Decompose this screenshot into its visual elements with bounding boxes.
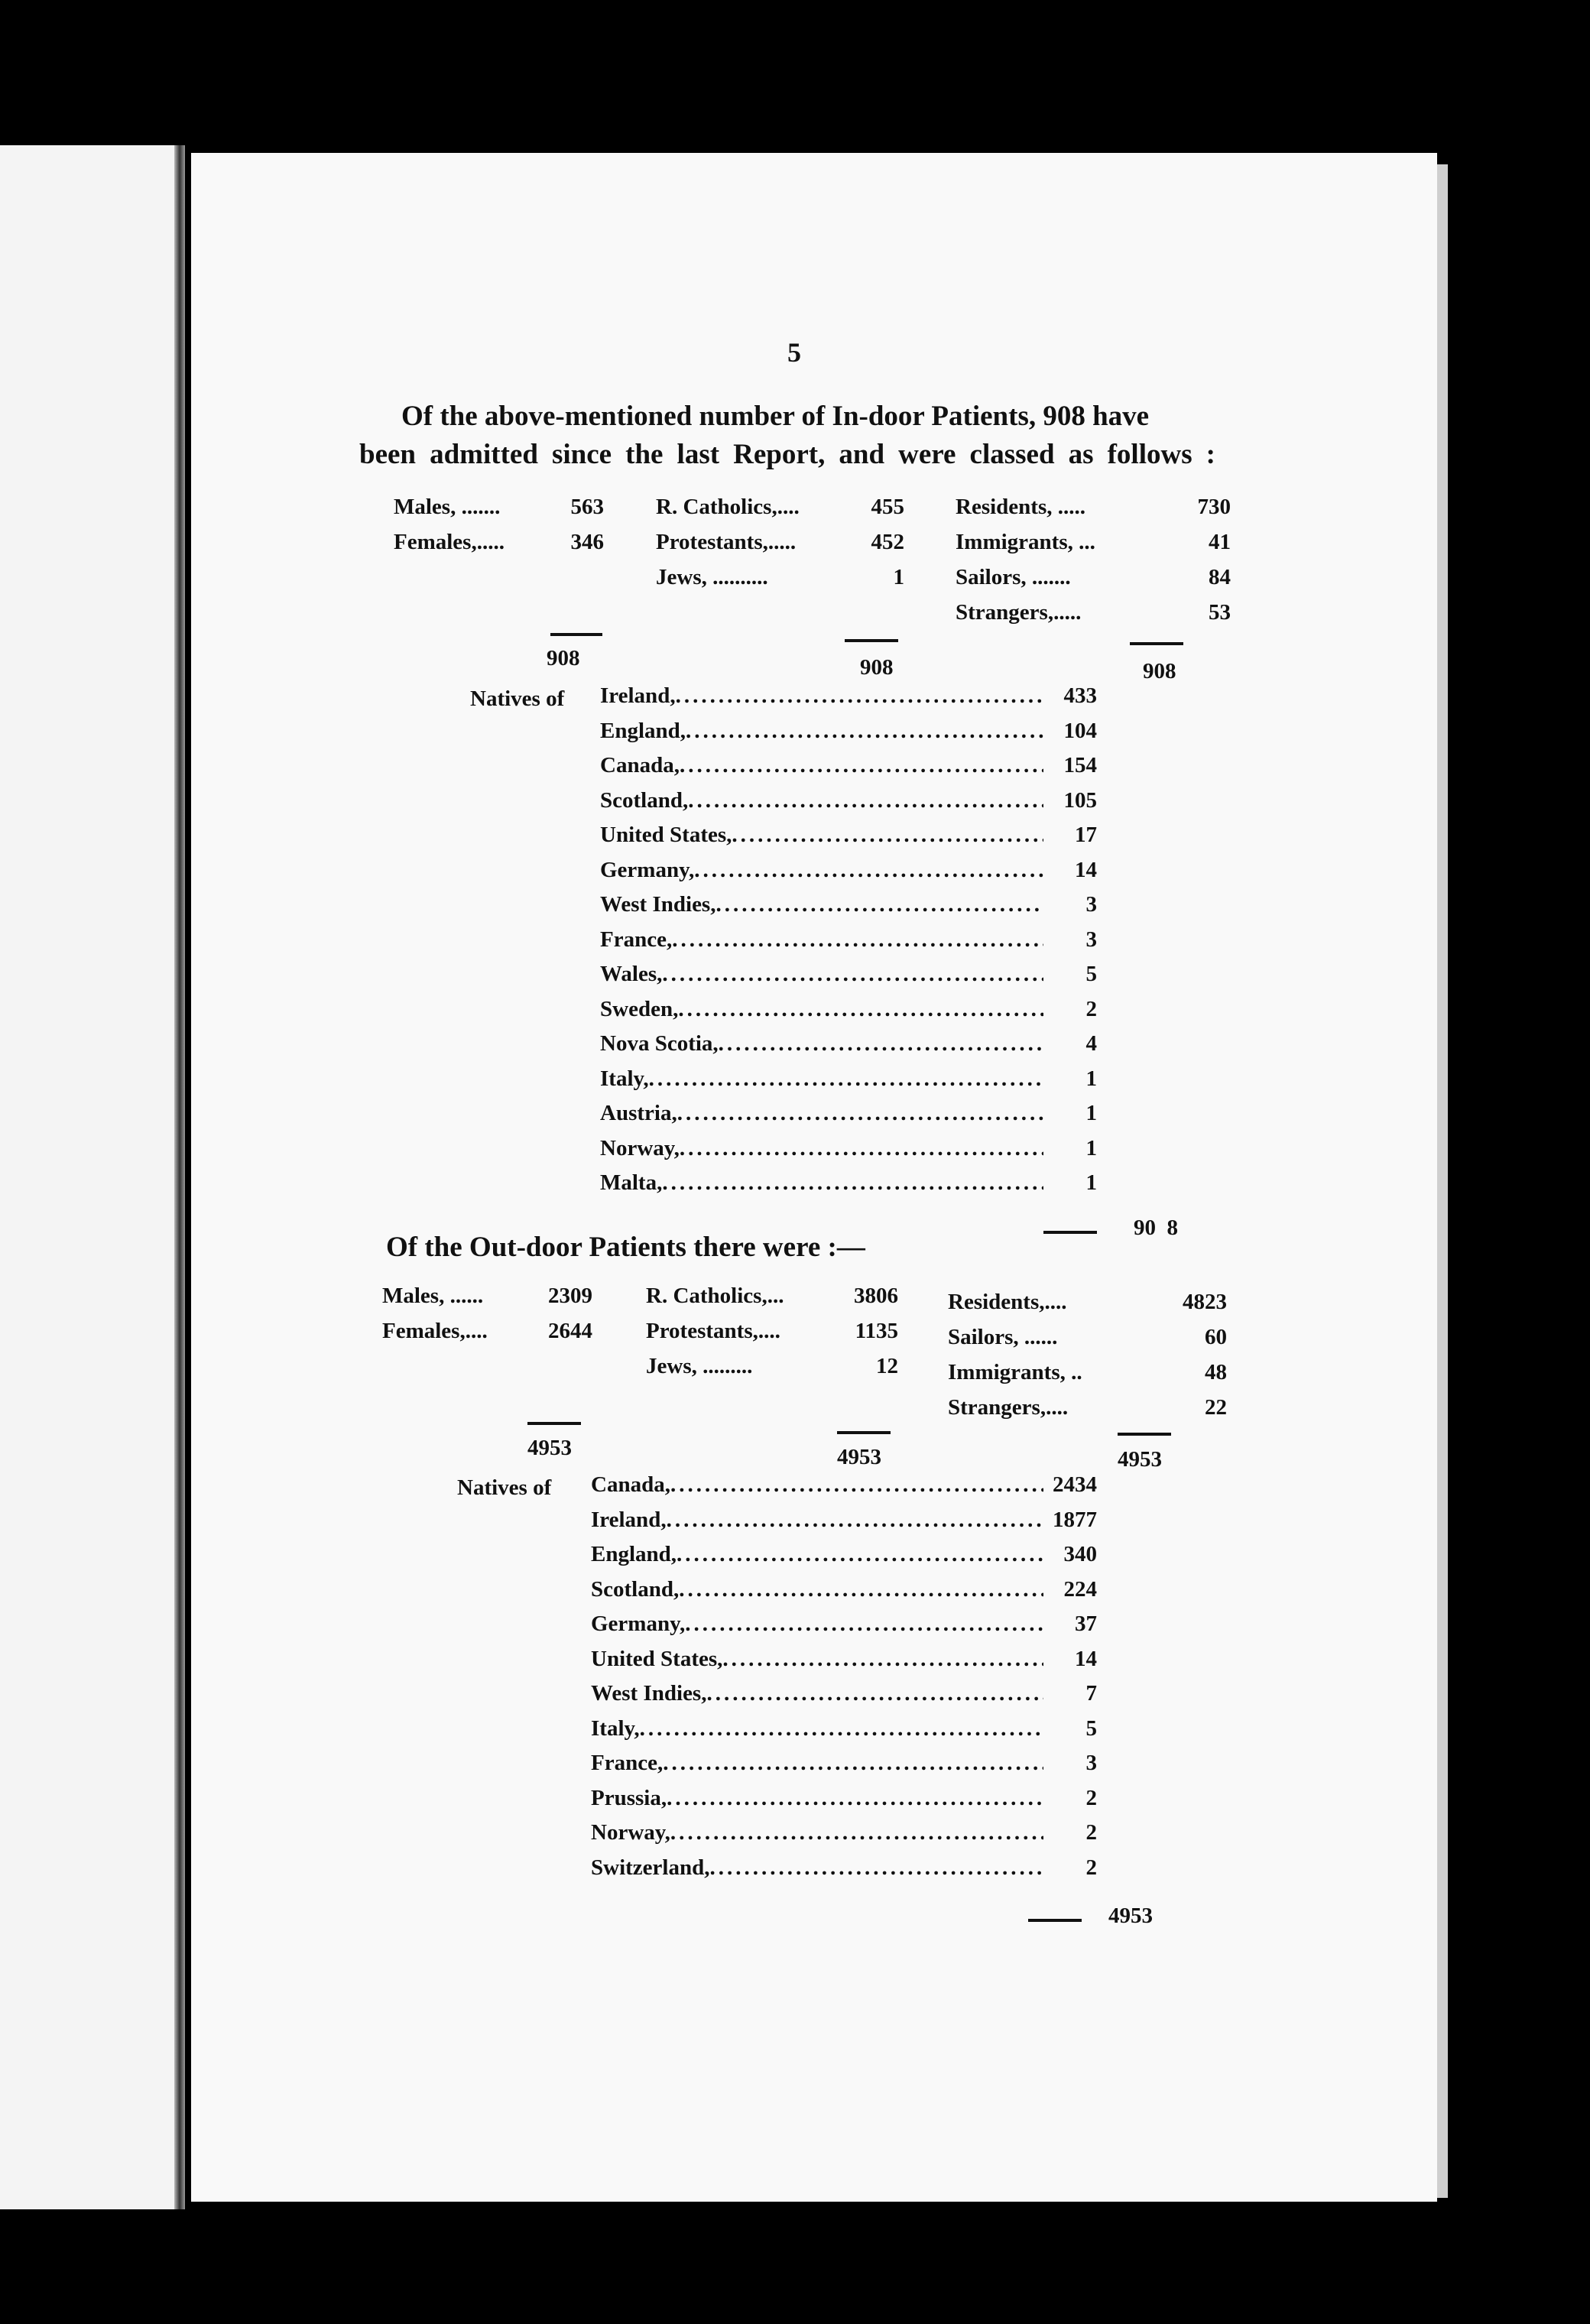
row-label: Immigrants, ... [956, 530, 1095, 554]
list-item [600, 923, 1097, 958]
leader-dots [662, 957, 1043, 992]
outdoor-natives-label: Natives of [457, 1475, 552, 1500]
list-item [591, 1642, 1097, 1677]
indoor-natives-label: Natives of [470, 686, 565, 711]
indoor-residence-total-rule [1130, 642, 1183, 645]
leader-dots [716, 888, 1043, 923]
indoor-religion-row [656, 560, 904, 595]
row-value: 4823 [1183, 1290, 1227, 1314]
list-item [591, 1816, 1097, 1851]
outdoor-sex-column [382, 1278, 592, 1349]
native-count: 1 [1085, 1101, 1097, 1125]
row-value: 346 [570, 530, 604, 554]
native-place: Norway, [600, 1135, 680, 1160]
leader-dots [678, 992, 1043, 1027]
indoor-natives-list [600, 679, 1097, 1201]
row-value: 452 [871, 530, 904, 554]
page-edge-shadow [1437, 164, 1448, 2198]
outdoor-religion-total: 4953 [837, 1445, 881, 1469]
native-place: Ireland, [600, 683, 676, 708]
native-place: Switzerland, [591, 1855, 710, 1880]
native-count: 3 [1085, 1751, 1097, 1775]
outdoor-residence-row [948, 1390, 1227, 1425]
leader-dots [685, 1607, 1043, 1642]
list-item [600, 1062, 1097, 1097]
native-place: Germany, [591, 1612, 686, 1636]
list-item [600, 1131, 1097, 1167]
native-count: 17 [1075, 823, 1097, 847]
leader-dots [706, 1676, 1043, 1712]
native-count: 2434 [1053, 1472, 1097, 1497]
native-place: England, [591, 1542, 677, 1566]
indoor-residence-column [956, 489, 1231, 630]
native-place: Malta, [600, 1170, 663, 1195]
row-label: Protestants,..... [656, 530, 797, 554]
native-place: West Indies, [591, 1681, 707, 1706]
row-label: R. Catholics,.... [656, 495, 800, 519]
list-item [591, 1746, 1097, 1781]
leader-dots [680, 1131, 1043, 1167]
outdoor-religion-row [646, 1278, 898, 1313]
native-count: 2 [1085, 1785, 1097, 1810]
list-item [600, 784, 1097, 819]
native-count: 1877 [1053, 1507, 1097, 1532]
native-place: Ireland, [591, 1507, 667, 1532]
native-place: France, [591, 1751, 664, 1775]
native-count: 105 [1063, 787, 1097, 813]
page-number: 5 [787, 337, 801, 368]
native-count: 154 [1063, 753, 1097, 777]
row-value: 22 [1205, 1395, 1227, 1420]
native-count: 3 [1085, 892, 1097, 917]
indoor-religion-total: 908 [860, 655, 894, 680]
list-item [591, 1781, 1097, 1816]
leader-dots [709, 1851, 1043, 1886]
indoor-sex-total-rule [550, 633, 602, 636]
row-value: 41 [1209, 530, 1231, 554]
outdoor-residence-row [948, 1284, 1227, 1319]
list-item [591, 1607, 1097, 1642]
native-place: Canada, [600, 753, 680, 777]
list-item [600, 714, 1097, 749]
indoor-residence-row [956, 560, 1231, 595]
outdoor-religion-total-rule [837, 1431, 891, 1434]
row-label: Residents,.... [948, 1290, 1067, 1314]
native-count: 104 [1063, 718, 1097, 743]
row-value: 2309 [548, 1284, 592, 1308]
native-count: 1 [1085, 1170, 1097, 1195]
row-label: Males, ...... [382, 1284, 484, 1308]
native-count: 224 [1063, 1576, 1097, 1602]
outdoor-religion-column [646, 1278, 898, 1384]
row-label: Females,.... [382, 1319, 488, 1343]
indoor-residence-row [956, 489, 1231, 524]
leader-dots [677, 1096, 1043, 1131]
list-item [600, 1096, 1097, 1131]
outdoor-religion-row [646, 1349, 898, 1384]
row-label: Protestants,.... [646, 1319, 780, 1343]
native-count: 7 [1085, 1681, 1097, 1706]
row-label: Jews, ......... [646, 1354, 753, 1378]
list-item [600, 679, 1097, 714]
leader-dots [663, 1746, 1043, 1781]
row-value: 12 [876, 1354, 898, 1378]
list-item [600, 748, 1097, 784]
outdoor-residence-total-rule [1118, 1433, 1171, 1436]
native-count: 4 [1085, 1031, 1097, 1056]
native-place: Wales, [600, 962, 663, 986]
facing-page [0, 145, 183, 2209]
list-item [591, 1503, 1097, 1538]
leader-dots [667, 1781, 1043, 1816]
leader-dots [679, 1573, 1043, 1608]
native-place: West Indies, [600, 892, 716, 917]
native-count: 5 [1085, 962, 1097, 986]
indoor-intro-paragraph [359, 398, 1215, 474]
native-place: England, [600, 718, 686, 743]
outdoor-sex-row [382, 1313, 592, 1349]
leader-dots [670, 1816, 1043, 1851]
row-value: 84 [1209, 565, 1231, 589]
leader-dots [649, 1062, 1043, 1097]
row-value: 455 [871, 495, 904, 519]
native-place: Germany, [600, 857, 695, 882]
list-item [591, 1537, 1097, 1573]
indoor-residence-total: 908 [1143, 659, 1176, 683]
native-place: United States, [591, 1646, 723, 1671]
row-value: 563 [570, 495, 604, 519]
outdoor-residence-row [948, 1355, 1227, 1390]
row-label: Females,..... [394, 530, 505, 554]
native-count: 5 [1085, 1715, 1097, 1741]
list-item [600, 992, 1097, 1027]
native-count: 1 [1085, 1066, 1097, 1091]
native-place: Scotland, [600, 787, 689, 813]
native-place: United States, [600, 823, 732, 847]
row-value: 60 [1205, 1325, 1227, 1349]
indoor-natives-total-rule [1043, 1231, 1097, 1234]
native-count: 2 [1085, 1855, 1097, 1880]
leader-dots [694, 853, 1043, 888]
list-item [600, 1166, 1097, 1201]
indoor-religion-row [656, 489, 904, 524]
indoor-religion-column [656, 489, 904, 595]
list-item [591, 1468, 1097, 1503]
row-value: 730 [1197, 495, 1231, 519]
leader-dots [670, 1468, 1043, 1503]
native-count: 2 [1085, 1820, 1097, 1845]
outdoor-sex-total: 4953 [527, 1436, 572, 1460]
outdoor-residence-column [948, 1284, 1227, 1425]
native-count: 1 [1085, 1135, 1097, 1160]
native-count: 433 [1063, 683, 1097, 708]
native-place: Nova Scotia, [600, 1031, 719, 1056]
leader-dots [667, 1503, 1043, 1538]
list-item [591, 1676, 1097, 1712]
native-count: 340 [1063, 1542, 1097, 1566]
native-place: Scotland, [591, 1576, 680, 1602]
indoor-sex-column [394, 489, 604, 560]
outdoor-sex-row [382, 1278, 592, 1313]
list-item [591, 1573, 1097, 1608]
row-value: 48 [1205, 1360, 1227, 1384]
native-place: Austria, [600, 1101, 677, 1125]
outdoor-religion-row [646, 1313, 898, 1349]
row-label: Sailors, ...... [948, 1325, 1058, 1349]
row-value: 1135 [855, 1319, 898, 1343]
indoor-sex-row [394, 524, 604, 560]
row-value: 3806 [854, 1284, 898, 1308]
native-place: France, [600, 927, 673, 952]
row-label: Strangers,..... [956, 600, 1082, 625]
outdoor-residence-total: 4953 [1118, 1447, 1162, 1472]
row-label: Jews, .......... [656, 565, 768, 589]
outdoor-natives-total-rule [1028, 1919, 1082, 1922]
indoor-residence-row [956, 595, 1231, 630]
native-place: Canada, [591, 1472, 670, 1497]
native-place: Italy, [591, 1715, 640, 1741]
row-label: Males, ....... [394, 495, 501, 519]
row-label: R. Catholics,... [646, 1284, 784, 1308]
leader-dots [672, 923, 1043, 958]
indoor-residence-row [956, 524, 1231, 560]
leader-dots [732, 818, 1043, 853]
native-place: Norway, [591, 1820, 670, 1845]
outdoor-natives-total: 4953 [1108, 1904, 1153, 1928]
native-count: 14 [1075, 857, 1097, 882]
list-item [600, 853, 1097, 888]
list-item [600, 1027, 1097, 1062]
outdoor-residence-row [948, 1319, 1227, 1355]
native-count: 14 [1075, 1646, 1097, 1671]
leader-dots [719, 1027, 1043, 1062]
leader-dots [722, 1642, 1043, 1677]
leader-dots [677, 1537, 1043, 1573]
list-item [600, 888, 1097, 923]
row-value: 53 [1209, 600, 1231, 625]
native-place: Italy, [600, 1066, 649, 1091]
list-item [591, 1712, 1097, 1747]
leader-dots [640, 1712, 1043, 1747]
book-gutter [174, 145, 185, 2209]
leader-dots [662, 1166, 1043, 1201]
leader-dots [688, 784, 1043, 819]
list-item [591, 1851, 1097, 1886]
indoor-sex-total: 908 [547, 646, 580, 670]
row-value: 1 [893, 565, 904, 589]
outdoor-heading: Of the Out-door Patients there were :— [386, 1232, 865, 1263]
outdoor-sex-total-rule [527, 1422, 581, 1425]
indoor-religion-total-rule [845, 639, 898, 642]
row-value: 2644 [548, 1319, 592, 1343]
native-count: 37 [1075, 1612, 1097, 1636]
list-item [600, 818, 1097, 853]
row-label: Strangers,.... [948, 1395, 1069, 1420]
indoor-intro-line-1: Of the above-mentioned number of In-door Patients, 908 have [401, 401, 1150, 432]
list-item [600, 957, 1097, 992]
outdoor-natives-list [591, 1468, 1097, 1885]
leader-dots [676, 679, 1043, 714]
indoor-intro-line-2: been admitted since the last Report, and were classed as follows : [359, 439, 1215, 470]
indoor-sex-row [394, 489, 604, 524]
leader-dots [680, 748, 1043, 784]
row-label: Immigrants, .. [948, 1360, 1082, 1384]
native-count: 3 [1085, 927, 1097, 952]
native-count: 2 [1085, 996, 1097, 1021]
native-place: Sweden, [600, 996, 679, 1021]
indoor-natives-total: 90 8 [1134, 1216, 1178, 1240]
row-label: Residents, ..... [956, 495, 1085, 519]
row-label: Sailors, ....... [956, 565, 1071, 589]
native-place: Prussia, [591, 1785, 667, 1810]
leader-dots [686, 714, 1043, 749]
indoor-religion-row [656, 524, 904, 560]
